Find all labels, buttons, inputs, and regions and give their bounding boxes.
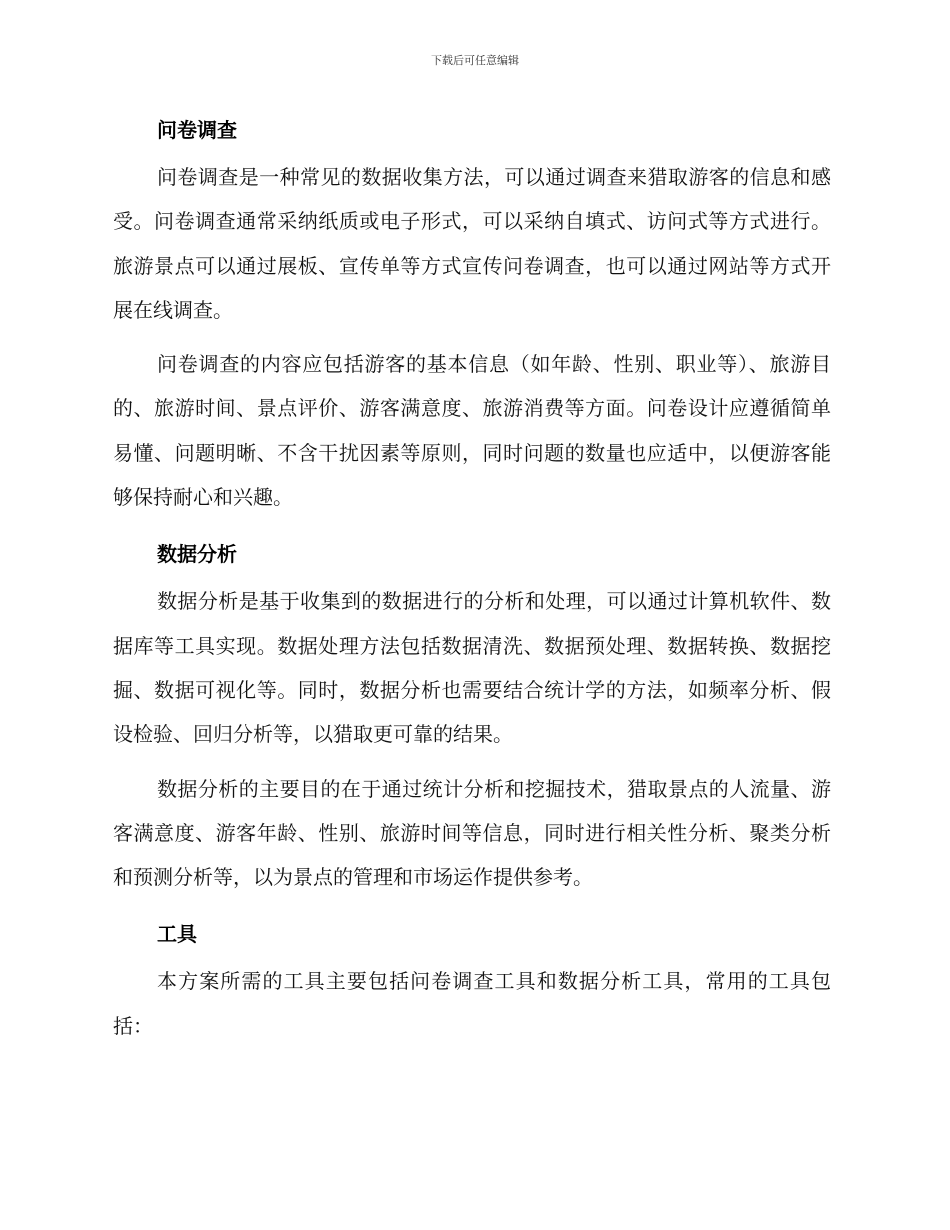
section-data-analysis [113, 529, 831, 899]
paragraph: 本方案所需的工具主要包括问卷调查工具和数据分析工具，常用的工具包括： [113, 969, 831, 1038]
page-header: 下载后可任意编辑 [431, 54, 519, 67]
paragraph: 问卷调查的内容应包括游客的基本信息（如年龄、性别、职业等）、旅游目的、旅游时间、景点评价、游客满意度、旅游消费等方面。问卷设计应遵循简单易懂、问题明晰、不含干扰因素等原则，同时问题的数量也应适中，以便游客能够保持耐心和兴趣。 [113, 352, 831, 510]
paragraph: 问卷调查是一种常见的数据收集方法，可以通过调查来猎取游客的信息和感受。问卷调查通常采纳纸质或电子形式，可以采纳自填式、访问式等方式进行。旅游景点可以通过展板、宣传单等方式宣传问卷调查，也可以通过网站等方式开展在线调查。 [113, 165, 831, 322]
section-heading: 工具 [157, 922, 197, 947]
section-tools [113, 909, 831, 1048]
paragraph: 数据分析是基于收集到的数据进行的分析和处理，可以通过计算机软件、数据库等工具实现。数据处理方法包括数据清洗、数据预处理、数据转换、数据挖掘、数据可视化等。同时，数据分析也需要结合统计学的方法，如频率分析、假设检验、回归分析等，以猎取更可靠的结果。 [113, 589, 831, 747]
paragraph: 数据分析的主要目的在于通过统计分析和挖掘技术，猎取景点的人流量、游客满意度、游客年龄、性别、旅游时间等信息，同时进行相关性分析、聚类分析和预测分析等，以为景点的管理和市场运作提供参考。 [113, 776, 831, 890]
section-heading: 问卷调查 [157, 118, 237, 142]
document-body [113, 105, 831, 1058]
section-questionnaire [113, 105, 831, 519]
section-heading: 数据分析 [157, 542, 237, 567]
